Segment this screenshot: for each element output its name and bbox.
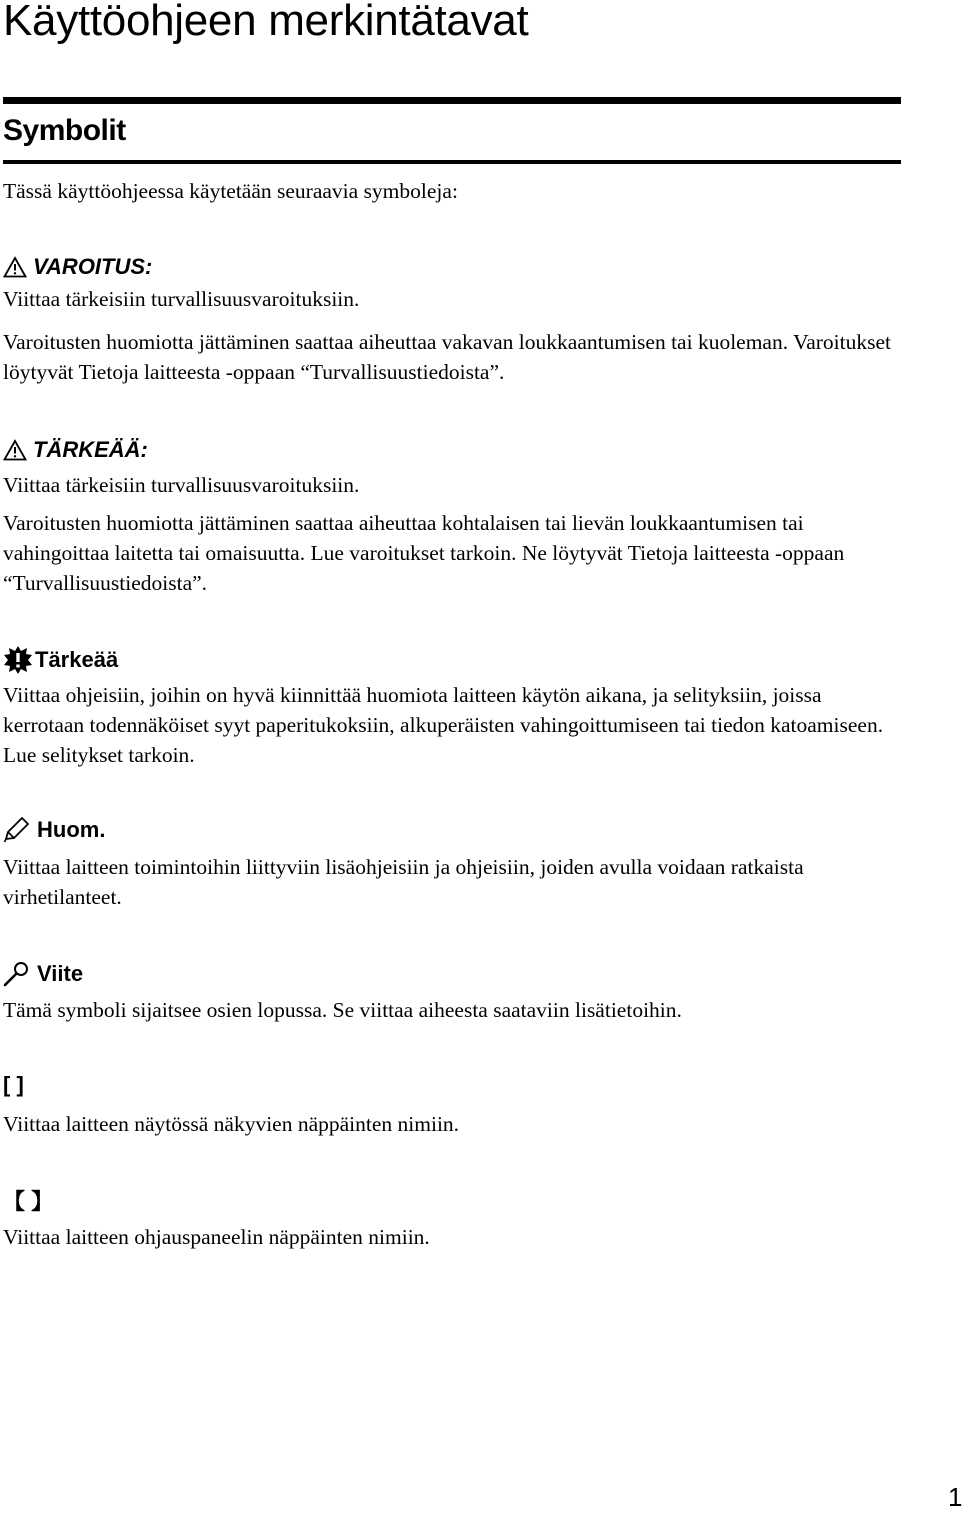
pencil-note-icon [3,817,31,843]
entry-reference-heading [3,961,83,987]
entry-display-keys-text: Viittaa laitteen näytössä näkyvien näppäinten nimiin. [3,1112,460,1136]
entry-display-keys-heading [3,1072,24,1098]
entry-heading-label: VAROITUS: [33,254,153,279]
entry-reference-text: Tämä symboli sijaitsee osien lopussa. Se viittaa aiheesta saataviin lisätietoihin. [3,998,682,1022]
entry-caution-text-1: Viittaa tärkeisiin turvallisuusvaroituksiin. [3,473,360,497]
entry-warning-text-2: Varoitusten huomiotta jättäminen saattaa aiheuttaa vakavan loukkaantumisen tai kuoleman. Varoitukset löytyvät Tietoja laitteesta -oppaan “Turvallisuustiedoista”. [3,330,892,384]
entry-important-heading [3,645,118,675]
entry-panel-keys-heading [3,1185,53,1216]
warning-triangle-icon [3,439,27,461]
intro-text: Tässä käyttöohjeessa käytetään seuraavia symboleja: [3,179,458,203]
entry-caution-text-2: Varoitusten huomiotta jättäminen saattaa aiheuttaa kohtalaisen tai lievän loukkaantumisen tai vahingoittaa laitetta tai omaisuutta. Lue varoitukset tarkoin. Ne löytyvät Tietoja laitteesta -oppaan “Turvallisuustiedoista”. [3,511,845,595]
entry-heading-label: Huom. [37,817,106,842]
section-rule-top [3,97,901,104]
section-rule-bottom [3,160,901,164]
entry-heading-label: Tärkeää [35,647,119,672]
section-title: Symbolit [3,114,126,147]
magnifier-reference-icon [3,961,31,987]
entry-caution-heading [3,437,148,463]
entry-heading-label: Viite [37,961,84,986]
page-number: 1 [948,1482,962,1512]
entry-note-heading [3,817,105,843]
important-burst-icon [3,645,33,675]
lenticular-brackets-icon: 【 】 [3,1189,54,1214]
entry-note-text: Viittaa laitteen toimintoihin liittyviin lisäohjeisiin ja ohjeisiin, joiden avulla voidaan ratkaista virhetilanteet. [3,855,804,909]
page-title: Käyttöohjeen merkintätavat [3,0,529,45]
entry-important-text: Viittaa ohjeisiin, joihin on hyvä kiinnittää huomiota laitteen käytön aikana, ja selityksiin, joissa kerrotaan todennäköiset syyt paperitukoksiin, alkuperäisten vahingoittumiseen tai tiedon katoamiseen. Lue selitykset tarkoin. [3,683,884,767]
entry-panel-keys-text: Viittaa laitteen ohjauspaneelin näppäinten nimiin. [3,1225,430,1249]
entry-warning-heading [3,254,152,280]
warning-triangle-icon [3,256,27,278]
square-brackets-icon: [ ] [3,1072,24,1097]
entry-heading-label: TÄRKEÄÄ: [33,437,148,462]
entry-warning-text-1: Viittaa tärkeisiin turvallisuusvaroituksiin. [3,287,360,311]
